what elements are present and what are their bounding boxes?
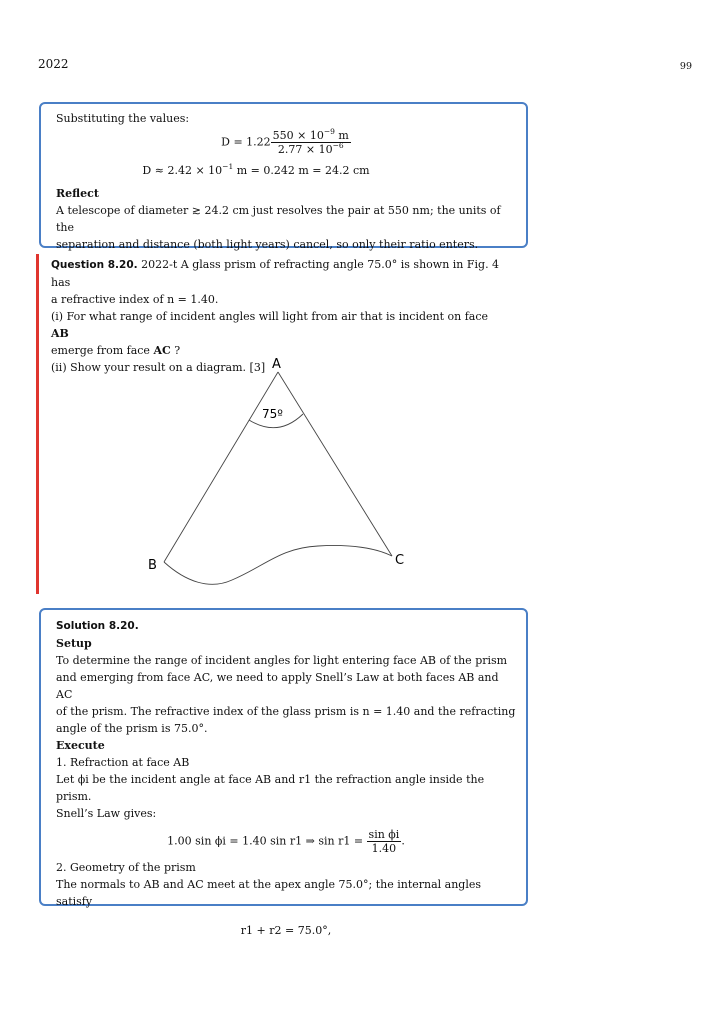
vertex-a-label: A bbox=[272, 357, 281, 372]
snell-numerator: sin ϕi bbox=[368, 828, 400, 841]
page-number: 99 bbox=[679, 61, 692, 72]
reflect-line-2: separation and distance (both light years) cancel, so only their ratio enters. bbox=[56, 238, 479, 251]
solution-box bbox=[39, 608, 528, 937]
snell-denominator: 1.40 bbox=[371, 842, 397, 855]
prism-side-ab bbox=[164, 372, 278, 562]
prism-diagram bbox=[140, 350, 420, 590]
snell-lhs: 1.00 sin ϕi = 1.40 sin r1 ⇒ sin r1 = bbox=[167, 834, 364, 848]
numerator-unit: m bbox=[334, 129, 349, 142]
question-line-4: emerge from face bbox=[51, 344, 154, 357]
face-ab-label: AB bbox=[51, 327, 69, 340]
result-prefix: D ≈ 2.42 × 10 bbox=[142, 164, 223, 177]
result-exponent: −1 bbox=[222, 162, 234, 171]
setup-heading: Setup bbox=[56, 637, 92, 650]
step2-line-1: The normals to AB and AC meet at the apex angle 75.0°; the internal angles satisfy bbox=[56, 878, 482, 908]
prism-side-ac bbox=[278, 372, 392, 556]
question-line-1: 2022-t A glass prism of refracting angle 75.0° is shown in Fig. 4 has bbox=[51, 258, 500, 289]
setup-line-4: angle of the prism is 75.0°. bbox=[56, 722, 208, 735]
reflect-heading: Reflect bbox=[56, 187, 99, 200]
equation-snell bbox=[56, 828, 516, 855]
face-ac-label: AC bbox=[153, 344, 171, 357]
apex-angle-label: 75º bbox=[262, 407, 283, 421]
question-accent-bar bbox=[36, 254, 39, 594]
step1-line-2: Snell’s Law gives: bbox=[56, 807, 157, 820]
setup-line-3: of the prism. The refractive index of the glass prism is n = 1.40 and the refracting bbox=[56, 705, 516, 718]
question-label: Question 8.20. bbox=[51, 259, 138, 271]
step1-line-1: Let ϕi be the incident angle at face AB and r1 the refraction angle inside the prism. bbox=[56, 773, 485, 803]
equation-fraction bbox=[271, 129, 351, 156]
fraction-numerator: 550 × 10 bbox=[272, 129, 324, 142]
solution-title: Solution 8.20. bbox=[56, 620, 139, 632]
equation-angle-sum: r1 + r2 = 75.0°, bbox=[240, 924, 332, 937]
prism-curved-base bbox=[164, 545, 392, 584]
equation-result bbox=[56, 162, 456, 179]
substituting-text: Substituting the values: bbox=[56, 112, 190, 125]
vertex-b-label: B bbox=[148, 558, 157, 573]
snell-period: . bbox=[401, 834, 405, 848]
denominator-exponent: −6 bbox=[332, 141, 344, 150]
question-line-2: a refractive index of n = 1.40. bbox=[51, 293, 219, 306]
step2-title: 2. Geometry of the prism bbox=[56, 861, 196, 874]
page-year: 2022 bbox=[38, 57, 69, 71]
equation-diameter bbox=[56, 129, 516, 156]
calculation-box bbox=[39, 102, 528, 251]
setup-line-2: and emerging from face AC, we need to apply Snell’s Law at both faces AB and AC bbox=[56, 671, 499, 701]
numerator-exponent: −9 bbox=[323, 127, 335, 136]
vertex-c-label: C bbox=[395, 553, 405, 568]
question-line-3: (i) For what range of incident angles will light from air that is incident on face bbox=[51, 310, 489, 323]
reflect-line-1: A telescope of diameter ≳ 24.2 cm just resolves the pair at 550 nm; the units of the bbox=[56, 204, 501, 234]
setup-line-1: To determine the range of incident angles for light entering face AB of the prism bbox=[56, 654, 508, 667]
question-mark: ? bbox=[170, 344, 181, 357]
question-line-5: (ii) Show your result on a diagram. [3] bbox=[51, 361, 266, 374]
fraction-denominator: 2.77 × 10 bbox=[277, 143, 333, 156]
snell-fraction bbox=[367, 828, 402, 855]
step1-title: 1. Refraction at face AB bbox=[56, 756, 190, 769]
execute-heading: Execute bbox=[56, 739, 105, 752]
result-suffix: m = 0.242 m = 24.2 cm bbox=[233, 164, 370, 177]
equation-lhs: D = 1.22 bbox=[221, 135, 271, 149]
